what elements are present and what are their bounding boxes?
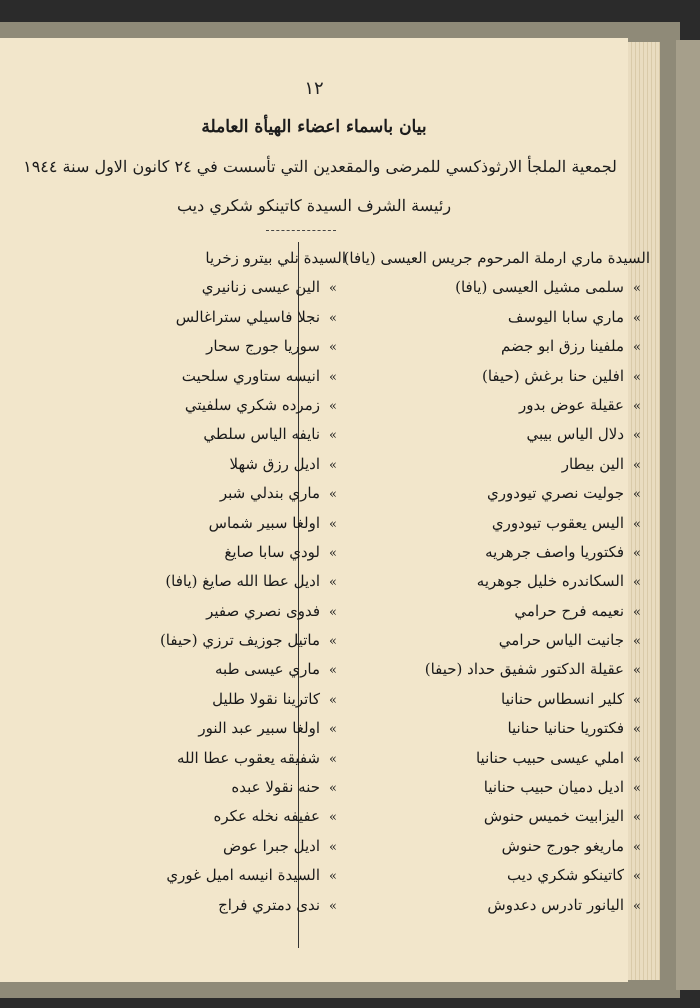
member-name: جوليت نصري تيودوري: [487, 484, 624, 503]
ditto-mark: »: [633, 604, 641, 620]
ditto-mark: »: [329, 281, 337, 297]
list-item: [106, 420, 346, 449]
member-name: اليانور تادرس دعدوش: [487, 895, 624, 914]
ditto-mark: »: [329, 869, 337, 885]
list-item: [370, 450, 650, 479]
member-name: انيسه ستاوري سلحيت: [181, 366, 320, 385]
ditto-mark: »: [329, 369, 337, 385]
list-item: [370, 597, 650, 626]
member-name: فدوى نصري صفير: [206, 601, 320, 620]
member-name: السيدة انيسه اميل غوري: [166, 866, 320, 885]
list-item: [106, 744, 346, 773]
member-name: اديل عطا الله صايغ (يافا): [165, 572, 320, 591]
list-item: [106, 773, 346, 802]
left-column-list: [106, 244, 346, 920]
member-name: السكاندره خليل جوهريه: [476, 572, 624, 591]
ditto-mark: »: [633, 340, 641, 356]
list-item: [370, 744, 650, 773]
member-name: ماري بندلي شبر: [219, 484, 320, 503]
member-name: نجلا فاسيلي ستراغالس: [175, 307, 320, 326]
member-name: جانيت الياس حرامي: [498, 631, 624, 650]
ditto-mark: »: [329, 634, 337, 650]
member-name: اديل جبرا عوض: [223, 836, 320, 855]
ditto-mark: »: [329, 516, 337, 532]
ditto-mark: »: [329, 457, 337, 473]
member-name: ماري سابا اليوسف: [507, 307, 624, 326]
list-item: [106, 655, 346, 684]
ditto-mark: »: [633, 722, 641, 738]
list-item: [370, 538, 650, 567]
ditto-mark: »: [329, 781, 337, 797]
list-item: [370, 802, 650, 831]
member-name: اولغا سبير شماس: [208, 513, 320, 532]
document-subheading: لجمعية الملجأ الارثوذكسي للمرضى والمقعدين التي تأسست في ٢٤ كانون الاول سنة ١٩٤٤: [23, 157, 617, 176]
right-column-list: [343, 244, 650, 920]
member-name: نايفه الياس سلطي: [203, 425, 320, 444]
ditto-mark: »: [329, 810, 337, 826]
member-name: ماتيل جوزيف ترزي (حيفا): [159, 631, 320, 650]
list-item: [370, 362, 650, 391]
ditto-mark: »: [329, 575, 337, 591]
member-name: كلير انسطاس حنانيا: [501, 689, 624, 708]
ditto-mark: »: [329, 751, 337, 767]
member-name: الين بيطار: [561, 454, 624, 473]
page-number: ١٢: [304, 78, 324, 99]
list-item: [106, 685, 346, 714]
member-name: حنه نقولا عبده: [231, 778, 320, 797]
ditto-mark: »: [329, 692, 337, 708]
ditto-mark: »: [329, 604, 337, 620]
ditto-mark: »: [329, 310, 337, 326]
ditto-mark: »: [633, 398, 641, 414]
ditto-mark: »: [329, 487, 337, 503]
member-name: نعيمه فرح حرامي: [514, 601, 624, 620]
member-name: الين عيسى زنانيري: [201, 278, 320, 297]
list-item: [370, 714, 650, 743]
ditto-mark: »: [329, 340, 337, 356]
list-item: [370, 891, 650, 920]
ditto-mark: »: [329, 663, 337, 679]
list-item: [106, 391, 346, 420]
list-item: [106, 450, 346, 479]
member-name: دلال الياس بيبي: [526, 425, 624, 444]
member-name: ماري عيسى طبه: [215, 660, 320, 679]
list-item: [370, 626, 650, 655]
document-heading: بيان باسماء اعضاء الهيأة العاملة: [201, 117, 427, 137]
member-name: كاتينكو شكري ديب: [507, 866, 624, 885]
ditto-mark: »: [633, 281, 641, 297]
ditto-mark: »: [329, 428, 337, 444]
list-item: [106, 891, 346, 920]
ditto-mark: »: [633, 751, 641, 767]
member-name: املي عيسى حبيب حنانيا: [475, 748, 624, 767]
list-item: [106, 714, 346, 743]
list-item: [106, 597, 346, 626]
ditto-mark: »: [329, 398, 337, 414]
list-item: [370, 273, 650, 302]
ditto-mark: »: [633, 898, 641, 914]
honorary-president-line: رئيسة الشرف السيدة كاتينكو شكري ديب: [176, 196, 452, 215]
separator: [266, 230, 336, 231]
list-item: [370, 567, 650, 596]
ditto-mark: »: [633, 692, 641, 708]
ditto-mark: »: [633, 428, 641, 444]
list-item: [370, 685, 650, 714]
member-name: عفيفه نخله عكره: [213, 807, 320, 826]
member-name: اليزابيت خميس حنوش: [483, 807, 624, 826]
member-name: السيدة ماري ارملة المرحوم جريس العيسى (يافا): [343, 249, 650, 267]
list-item: [370, 773, 650, 802]
list-item: [106, 273, 346, 302]
ditto-mark: »: [633, 810, 641, 826]
member-name: سلمى مشيل العيسى (يافا): [455, 278, 624, 297]
list-item: [370, 332, 650, 361]
list-item: [370, 391, 650, 420]
member-name: اديل دميان حبيب حنانيا: [483, 778, 624, 797]
member-name: السيدة نلي بيترو زخريا: [205, 249, 346, 267]
member-name: شفيقه يعقوب عطا الله: [176, 748, 320, 767]
cover-edge: [676, 40, 700, 990]
ditto-mark: »: [633, 487, 641, 503]
list-item: [370, 479, 650, 508]
ditto-mark: »: [633, 663, 641, 679]
list-item: [106, 802, 346, 831]
list-item: [106, 509, 346, 538]
member-name: عقيلة عوض بدور: [519, 395, 624, 414]
member-name: ندى دمتري فراج: [218, 895, 320, 914]
ditto-mark: »: [329, 898, 337, 914]
ditto-mark: »: [633, 369, 641, 385]
ditto-mark: »: [633, 634, 641, 650]
list-item: [370, 655, 650, 684]
list-item: [106, 303, 346, 332]
member-name: اديل رزق شهلا: [229, 454, 320, 473]
list-item: [370, 509, 650, 538]
list-item: [106, 832, 346, 861]
member-name: فكتوريا حنانيا حنانيا: [507, 719, 624, 738]
list-item: [106, 861, 346, 890]
member-name: افلين حنا برغش (حيفا): [481, 366, 624, 385]
ditto-mark: »: [633, 457, 641, 473]
list-item: [106, 538, 346, 567]
member-name: عقيلة الدكتور شفيق حداد (حيفا): [424, 660, 624, 679]
member-name: اولغا سبير عبد النور: [198, 719, 320, 738]
ditto-mark: »: [329, 839, 337, 855]
list-item: [370, 420, 650, 449]
member-name: سوريا جورج سحار: [206, 337, 320, 356]
ditto-mark: »: [633, 516, 641, 532]
list-item: [106, 626, 346, 655]
ditto-mark: »: [633, 839, 641, 855]
list-item: [106, 332, 346, 361]
ditto-mark: »: [633, 545, 641, 561]
member-name: كاترينا نقولا طليل: [212, 689, 320, 708]
list-item: [370, 861, 650, 890]
list-item: [106, 362, 346, 391]
ditto-mark: »: [633, 781, 641, 797]
ditto-mark: »: [329, 722, 337, 738]
ditto-mark: »: [633, 869, 641, 885]
ditto-mark: »: [633, 575, 641, 591]
member-name: ماريغو جورج حنوش: [501, 836, 624, 855]
member-name: زمرده شكري سلفيتي: [184, 395, 320, 414]
ditto-mark: »: [633, 310, 641, 326]
list-item-head: [106, 244, 346, 273]
list-item: [370, 832, 650, 861]
member-name: لودي سابا صايغ: [224, 542, 320, 561]
list-item: [370, 303, 650, 332]
ditto-mark: »: [329, 545, 337, 561]
member-name: ملفينا رزق ابو جضم: [501, 337, 624, 356]
list-item-head: [343, 244, 650, 273]
list-item: [106, 567, 346, 596]
list-item: [106, 479, 346, 508]
member-name: اليس يعقوب تيودوري: [491, 513, 624, 532]
member-name: فكتوريا واصف جرهريه: [485, 542, 624, 561]
